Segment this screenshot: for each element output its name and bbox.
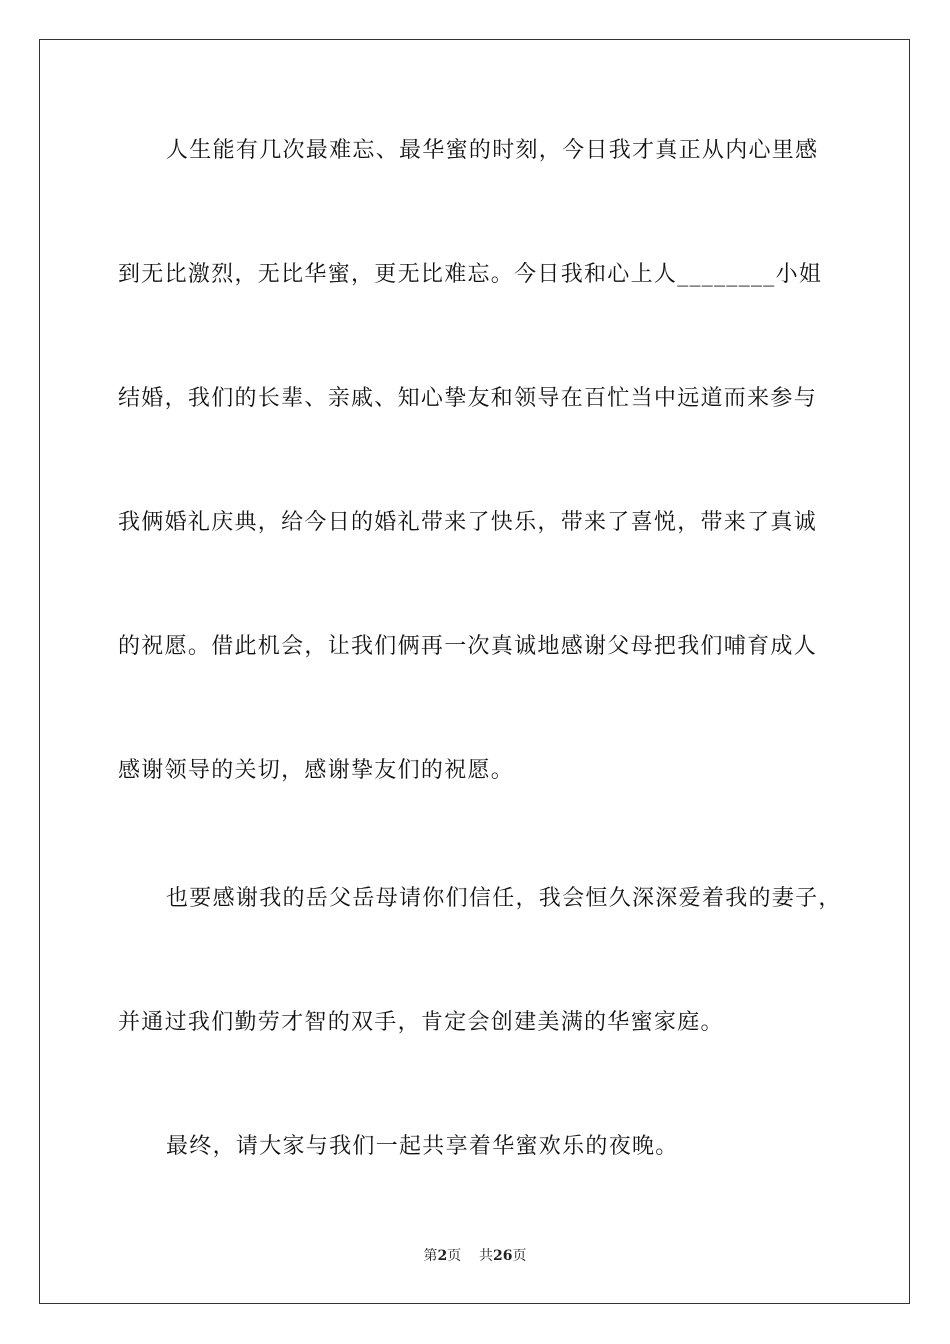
paragraph-2-line-1: 也要感谢我的岳父岳母请你们信任，我会恒久深深爱着我的妻子， [166, 886, 842, 911]
footer-total-pages: 26 [493, 1248, 513, 1264]
paragraph-1-line-1: 人生能有几次最难忘、最华蜜的时刻，今日我才真正从内心里感 [166, 138, 819, 163]
footer-page-number: 2 [437, 1248, 448, 1264]
footer-page-suffix: 页 [447, 1248, 462, 1264]
paragraph-3-line-1: 最终，请大家与我们一起共享着华蜜欢乐的夜晚。 [166, 1134, 679, 1159]
page-frame [39, 39, 910, 1304]
paragraph-2-line-2: 并通过我们勤劳才智的双手，肯定会创建美满的华蜜家庭。 [118, 1010, 724, 1035]
paragraph-1-line-3: 结婚，我们的长辈、亲戚、知心挚友和领导在百忙当中远道而来参与 [118, 386, 818, 411]
paragraph-1-line-4: 我俩婚礼庆典，给今日的婚礼带来了快乐，带来了喜悦，带来了真诚 [118, 510, 818, 535]
page-footer [0, 1246, 950, 1266]
footer-page-prefix: 第 [423, 1248, 438, 1264]
paragraph-1-line-6: 感谢领导的关切，感谢挚友们的祝愿。 [118, 758, 515, 783]
footer-total-suffix: 页 [512, 1248, 527, 1264]
footer-total-prefix: 共 [479, 1248, 494, 1264]
paragraph-1-line-5: 的祝愿。借此机会，让我们俩再一次真诚地感谢父母把我们哺育成人 [118, 634, 818, 659]
paragraph-1-line-2: 到无比激烈，无比华蜜，更无比难忘。今日我和心上人________小姐 [118, 262, 823, 287]
